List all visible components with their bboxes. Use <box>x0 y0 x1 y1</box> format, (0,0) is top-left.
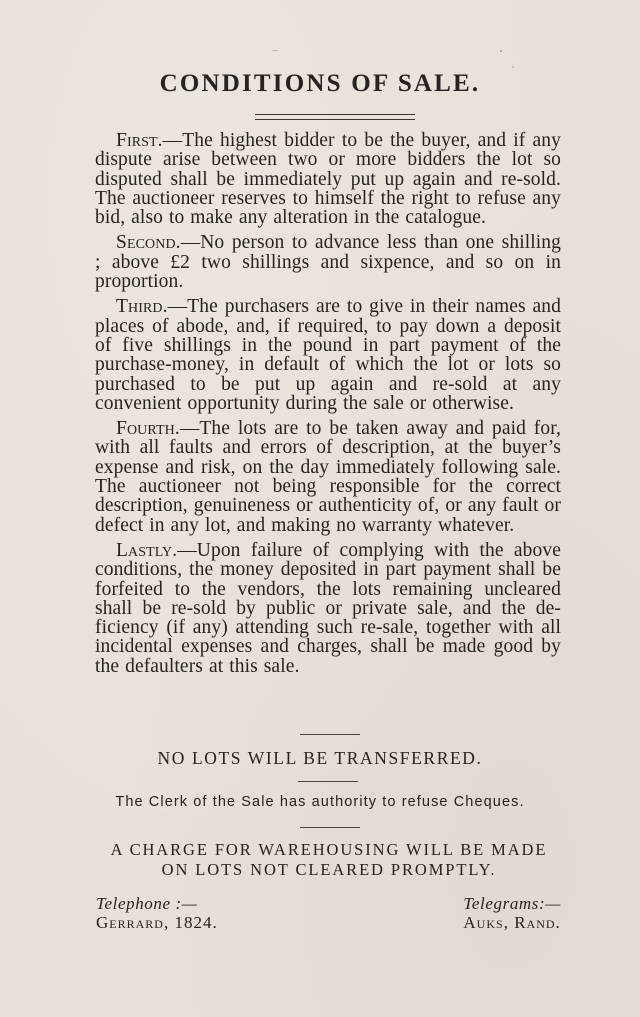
condition-third <box>95 297 561 413</box>
condition-lead: Lastly. <box>116 539 178 561</box>
telegrams-label: Telegrams:— <box>463 894 561 913</box>
condition-text: —The purchasers are to give in their names and places of abode, and, if required, to pay down a deposit of five shillings in the pound in part payment of the purchase-money, in default of which the lot or lots so purchased to be put up again and re-sold at any convenient opportunity during the sale or otherwise. <box>95 296 561 414</box>
cheques-notice: The Clerk of the Sale has authority to refuse Cheques. <box>115 794 525 810</box>
paper-speck <box>500 50 502 52</box>
warehousing-notice: A CHARGE FOR WAREHOUSING WILL BE MADE ON LOTS NOT CLEARED PROMPTLY. <box>110 840 548 879</box>
condition-fourth <box>95 419 561 535</box>
condition-lead: Third. <box>116 296 168 318</box>
paper-speck <box>272 50 278 51</box>
condition-lastly <box>95 541 561 676</box>
telegrams-address: Auks, Rand. <box>463 913 561 932</box>
condition-second <box>95 233 561 291</box>
condition-text: —No person to advance less than one shilling ; above £2 two shillings and sixpence, and so on in proportion. <box>95 232 561 293</box>
telephone-label: Telephone :— <box>96 894 198 913</box>
no-transfer-notice: NO LOTS WILL BE TRANSFERRED. <box>157 748 483 768</box>
condition-text: —The lots are to be taken away and paid for, with all faults and errors of description, at the buyer’s expense and risk, on the day immediately following sale. The auctioneer not being responsible for the correct description, genuineness or authenticity of, or any fault or defect in any lot, and making no warranty whatever. <box>95 418 561 536</box>
page-title: CONDITIONS OF SALE. <box>159 70 481 97</box>
telegrams-block <box>463 894 561 932</box>
divider-rule <box>298 781 358 782</box>
divider-rule <box>300 734 360 735</box>
condition-lead: Second. <box>116 232 181 254</box>
condition-first <box>95 131 561 227</box>
condition-lead: First. <box>116 130 163 151</box>
condition-lead: Fourth. <box>116 418 180 440</box>
telephone-block <box>96 894 218 932</box>
condition-text: —Upon failure of complying with the above conditions, the money deposited in part payment shall be forfeited to the vendors, the lots remaining uncleared shall be re-sold by public or private sale, and the de-ficiency (if any) attending such re-sale, together with all incidental expenses and charges, shall be made good by the defaulters at this sale. <box>95 539 561 677</box>
title-double-rule <box>255 114 415 120</box>
divider-rule <box>300 827 360 828</box>
condition-text: —The highest bidder to be the buyer, and if any dispute arise between two or more bidders the lot so disputed shall be immediately put up again and re-sold. The auctioneer reserves to himself the right to refuse any bid, also to make any alteration in the catalogue. <box>95 130 561 229</box>
paper-speck <box>512 66 514 68</box>
telephone-number: Gerrard, 1824. <box>96 913 218 932</box>
conditions-list <box>95 131 561 682</box>
